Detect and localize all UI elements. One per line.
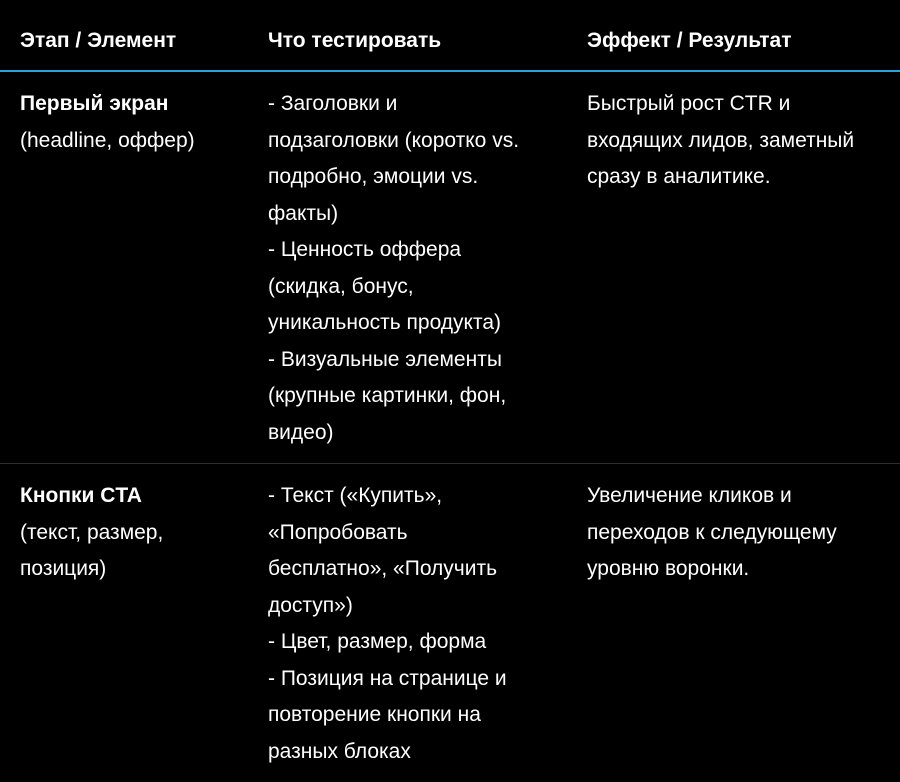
stage-subtitle: (headline, оффер) [20, 128, 195, 152]
test-item-line: подзаголовки (коротко vs. [268, 128, 520, 152]
stage-cell [0, 72, 250, 463]
header-what-to-test: Что тестировать [268, 29, 442, 52]
effect-line: Увеличение кликов и [587, 484, 792, 507]
test-item-line: уникальность продукта) [268, 311, 502, 334]
test-item-line: (крупные картинки, фон, [268, 384, 507, 407]
test-item-line: разных блоках [268, 739, 411, 763]
test-item-line: - Позиция на странице и [268, 666, 507, 690]
effect-line: переходов к следующему [587, 520, 837, 544]
effect-line: уровню воронки. [587, 557, 750, 580]
effect-line: Быстрый рост CTR и [587, 92, 791, 115]
test-item-line: подробно, эмоции vs. [268, 165, 479, 188]
stage-title: Кнопки CTA [20, 484, 142, 507]
test-item-line: доступ») [268, 593, 353, 617]
test-item-line: - Цвет, размер, форма [268, 630, 487, 653]
test-item-line: «Попробовать [268, 520, 408, 544]
test-item-line: видео) [268, 420, 334, 444]
header-effect: Эффект / Результат [587, 29, 792, 52]
effect-line: сразу в аналитике. [587, 165, 771, 188]
effect-cell [560, 464, 900, 782]
stage-subtitle: (текст, размер, [20, 520, 164, 544]
table-row [0, 464, 900, 782]
table-header-row [0, 0, 900, 72]
test-items-cell [250, 464, 560, 782]
test-item-line: факты) [268, 201, 339, 225]
test-item-line: (скидка, бонус, [268, 274, 414, 298]
test-item-line: - Ценность оффера [268, 238, 462, 261]
effect-cell [560, 72, 900, 463]
stage-subtitle: позиция) [20, 557, 107, 580]
effect-line: входящих лидов, заметный [587, 128, 855, 152]
test-item-line: - Заголовки и [268, 92, 398, 115]
table-row [0, 72, 900, 464]
test-item-line: повторение кнопки на [268, 703, 481, 726]
test-item-line: - Текст («Купить», [268, 484, 443, 507]
test-item-line: бесплатно», «Получить [268, 557, 498, 580]
header-stage: Этап / Элемент [20, 29, 177, 52]
stage-cell [0, 464, 250, 782]
test-item-line: - Визуальные элементы [268, 347, 502, 371]
stage-title: Первый экран [20, 92, 169, 115]
test-items-cell [250, 72, 560, 463]
